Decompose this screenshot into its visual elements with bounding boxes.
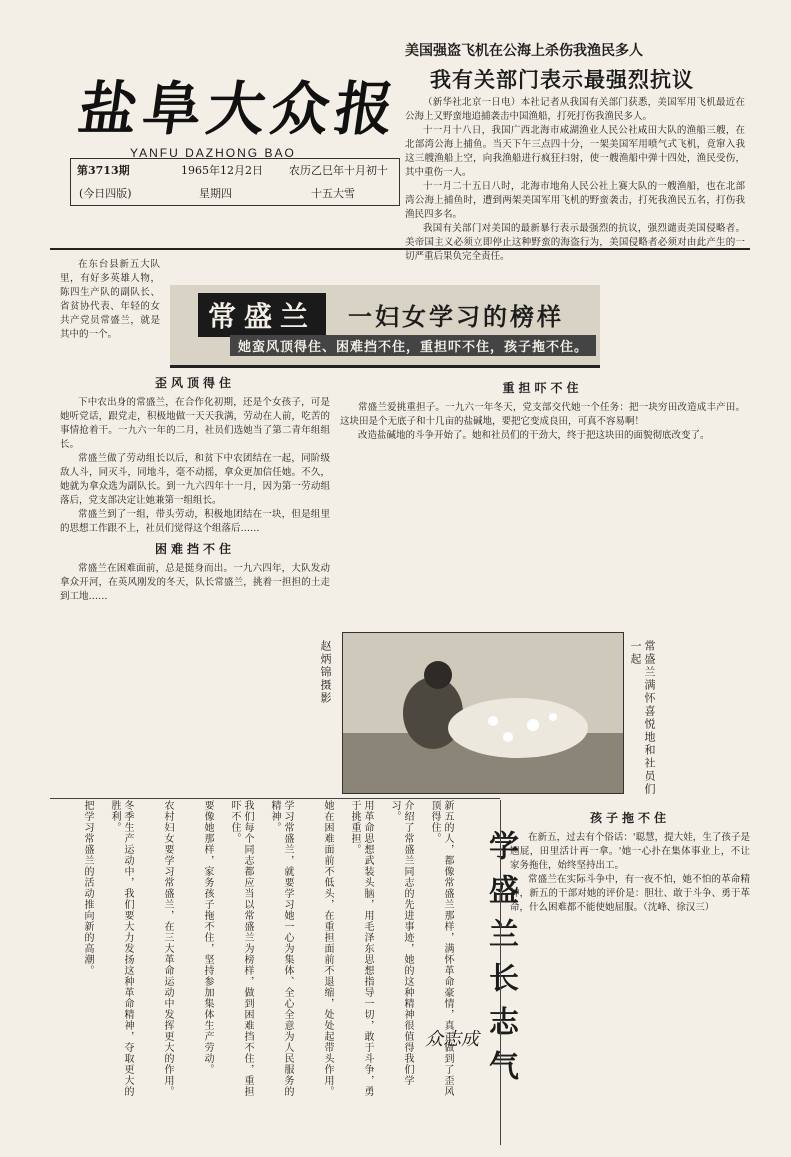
paragraph: 改造盐碱地的斗争开始了。她和社员们的干劲大，终于把这块田的面貌彻底改变了。 [358,430,710,441]
editorial-headline: 学盛兰长志气 [483,830,518,1094]
issue-number: 第3713期 [77,164,130,177]
editorial-body [50,800,455,1100]
photo-illustration [343,633,623,793]
paragraph: 下中农出身的常盛兰，在合作化初期，还是个女孩子，可是她听党话，跟党走，积极地做一天天我满，劳动在人前，吃苦的事情抢着干。一九六一年的二月，社员们选她当了第二青年组组长。 [60,397,330,450]
article-column-bottom-right [510,805,750,1145]
paragraph: 在新五，过去有个俗话：'聪慧，提大娃，生了孩子是翘屁，田里活计再一拿。'她一心扑在集体事业上，不让家务拖住，始终坚持出工。 [510,832,750,871]
paragraph: 常盛兰做了劳动组长以后，和贫下中农团结在一起，同阶级敌人斗，同灭斗，同地斗，毫不动摇，拿众更加信任她。不久，她就为拿众选为副队长。到一九六四年十一月，因为第一劳动组落后，党支部决定让她兼第一组组长。 [60,453,330,506]
editorial-column: 冬季生产运动中，我们要大力发扬这种革命精神，夺取更大的胜利。 [109,800,133,1097]
editorial-column: 介绍了常盛兰同志的先进事迹，她的这种精神很值得我们学习。 [389,800,413,1086]
paragraph: 我国有关部门对美国的最新暴行表示最强烈的抗议，强烈谴责美国侵略者。美帝国主义必须立即停止这种野蛮的海盗行为，美国侵略者必须对由此产生的一切严重后果负完全责任。 [405,223,745,262]
issue-weekday: 星期四 [199,187,232,200]
newspaper-title: 盐阜大众报 [74,75,405,143]
editorial-column: 要像她那样，家务孩子拖不住，坚持参加集体生产劳动。 [202,800,213,1075]
photo-credit: 赵炳锦摄影 [319,640,332,705]
column-divider [500,800,501,1145]
issue-info-bar [70,158,400,206]
photo-woman-with-cotton [342,632,624,794]
article-column-left [60,370,330,790]
issue-pages: (今日四版) [79,187,132,200]
section-heading: 孩子拖不住 [589,811,670,825]
photo-caption: 常盛兰满怀喜悦地和社员们一起 [629,640,656,796]
editorial-column: 我们每个同志都应当以常盛兰为榜样，做到困难挡不住，重担吓不住。 [229,800,253,1097]
feature-title: 一妇女学习的榜样 [348,302,564,331]
editorial-signature: 众志成 [425,1029,479,1050]
section-heading: 困难挡不住 [154,542,235,556]
editorial-column: 学习常盛兰，就要学习她一心为集体、全心全意为人民服务的精神。 [269,800,293,1097]
feature-subtitle: 她蛮风顶得住、困难挡不住，重担吓不住，孩子拖不住。 [230,335,596,356]
top-story-kicker: 美国强盗飞机在公海上杀伤我渔民多人 [405,43,643,59]
paragraph: 十一月二十五日八时，北海市地角人民公社上赛大队的一艘渔船，也在北部湾公海上捕鱼时，遭到两架美国军用飞机的野蛮袭击，打死我渔民五名，打伤我渔民四多名。 [405,181,745,220]
section-heading: 歪风顶得住 [154,376,235,390]
article-column-middle [340,375,745,625]
editorial-column: 用革命思想武装头脑，用毛泽东思想指导一切，敢于斗争，勇于挑重担。 [349,800,373,1097]
editorial-column: 新五的人，都像常盛兰那样，满怀革命豪情，真正做到了歪风顶得住。 [429,800,453,1097]
editorial-column: 把学习常盛兰的活动推向新的高潮。 [82,800,93,976]
editorial-divider [50,798,500,799]
section-heading: 重担吓不住 [502,381,583,395]
feature-name: 常盛兰 [198,293,326,337]
feature-intro [60,258,160,342]
paragraph: 十一月十八日，我国广西北海市咸湖渔业人民公社咸田大队的渔船三艘，在北部湾公海上捕鱼。当天下午三点四十分，一架美国军用喷气式飞机，竟窜入我这三艘渔船上空，向我渔船进行疯狂扫射，使一艘渔船中弹十四处，渔民受伤，其中重伤一人。 [405,125,745,178]
section-divider [50,248,750,250]
paragraph: 常盛兰在实际斗争中，有一夜不怕，她不怕的革命精神，新五的干部对她的评价是：胆壮、敢于斗争、勇于革命，什么困难都不能使她屈服。（沈峰、徐汉三） [510,874,750,913]
top-story-body [405,96,745,264]
top-story-headline: 我有关部门表示最强烈抗议 [430,67,694,92]
editorial-column: 农村妇女要学习常盛兰，在三大革命运动中发挥更大的作用。 [162,800,173,1097]
editorial-column: 她在困难面前不低头，在重担面前不退缩，处处起带头作用。 [322,800,333,1097]
paragraph: 在东台县新五大队里，有好多英雄人物，陈四生产队的副队长、省贫协代表、年轻的女共产党员常盛兰，就是其中的一个。 [60,259,160,340]
newspaper-latin-title: YANFU DAZHONG BAO [130,146,296,160]
paragraph: （新华社北京一日电）本社记者从我国有关部门获悉，美国军用飞机最近在公海上又野蛮地追捕袭击中国渔船，打死打伤我渔民多人。 [405,97,745,122]
issue-solar-term: 十五大雪 [311,187,355,200]
paragraph: 常盛兰在困难面前，总是挺身而出。一九六四年，大队发动拿众开河，在英风刚发的冬天，队长常盛兰，挑着一担担的土走到工地…… [60,563,330,602]
paragraph: 常盛兰到了一组，带头劳动，积极地团结在一块，但是组里的思想工作跟不上，社员们觉得这个组落后…… [60,509,330,534]
issue-date: 1965年12月2日 [181,164,263,177]
issue-lunar-date: 农历乙巳年十月初十 [289,164,388,177]
feature-headline-block [170,285,600,368]
paragraph: 常盛兰爱挑重担子。一九六一年冬天，党支部交代她一个任务：把一块穷田改造成丰产田。这块田是个无底子和十几亩的盐碱地，要把它变成良田，可真不容易啊！ [340,402,745,427]
